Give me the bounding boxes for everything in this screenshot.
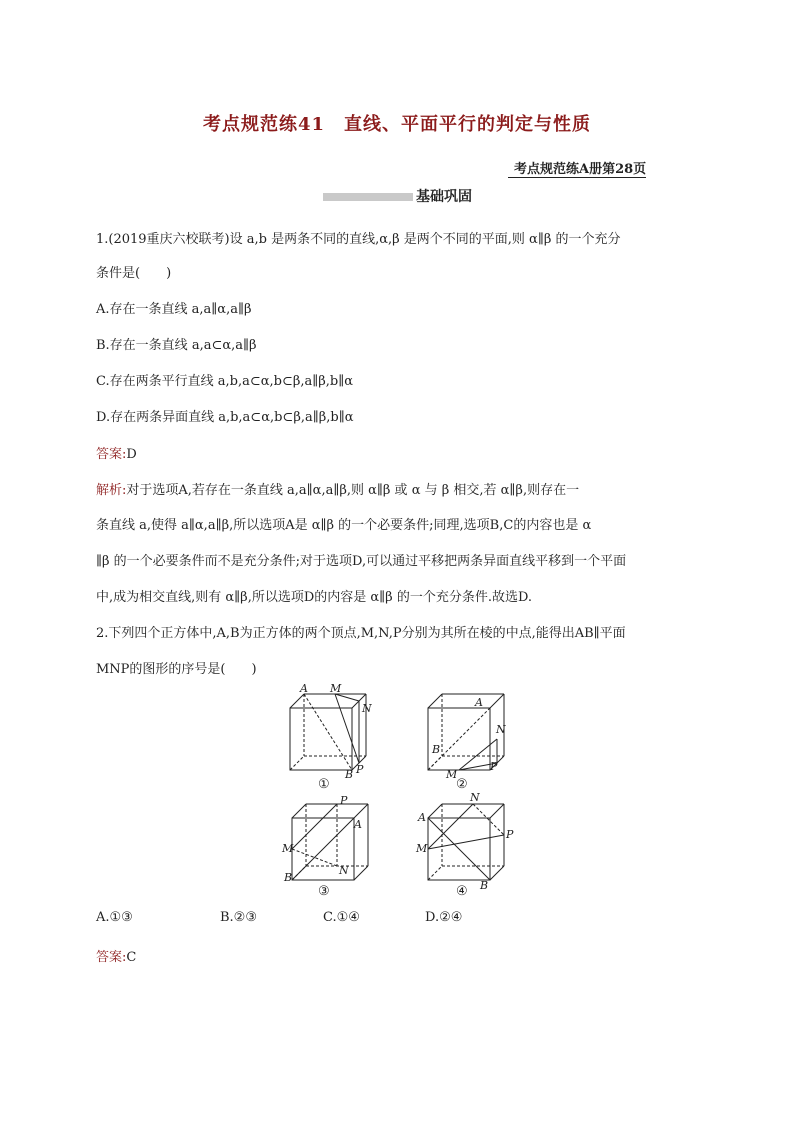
q1-analysis-line2: 条直线 a,使得 a∥α,a∥β,所以选项A是 α∥β 的一个必要条件;同理,选项B,C的内容也是 α xyxy=(96,518,592,533)
fig3-label-m: M xyxy=(282,842,294,855)
fig3-label-b: B xyxy=(284,871,293,884)
section-bar xyxy=(323,193,413,201)
cube-figure-2 xyxy=(428,694,504,770)
fig4-label-m: M xyxy=(416,842,428,855)
q1-analysis-line1 xyxy=(96,479,579,498)
q1-answer xyxy=(96,443,137,462)
fig4-label-b: B xyxy=(480,879,489,892)
q2-answer-value: C xyxy=(126,950,137,965)
cube-figure-3 xyxy=(292,804,368,880)
q1-option-a: A.存在一条直线 a,a∥α,a∥β xyxy=(96,302,252,317)
q1-answer-value: D xyxy=(126,447,137,462)
q2-stem-line1: 2.下列四个正方体中,A,B为正方体的两个顶点,M,N,P分别为其所在棱的中点,能得出AB∥平面 xyxy=(96,626,626,641)
q1-analysis-text1: 对于选项A,若存在一条直线 a,a∥α,a∥β,则 α∥β 或 α 与 β 相交,若 α∥β,则存在一 xyxy=(126,483,580,498)
workbook-page-reference: 考点规范练A册第28页 xyxy=(508,158,646,178)
q1-option-d: D.存在两条异面直线 a,b,a⊂α,b⊂β,a∥β,b∥α xyxy=(96,410,354,425)
fig1-number: ① xyxy=(318,777,330,792)
q1-stem-line2: 条件是( ) xyxy=(96,266,172,281)
q2-option-d: D.②④ xyxy=(425,910,463,925)
q1-option-b: B.存在一条直线 a,a⊂α,a∥β xyxy=(96,338,257,353)
q2-answer xyxy=(96,946,136,965)
fig4-label-n: N xyxy=(470,791,480,804)
fig3-label-p: P xyxy=(340,794,348,807)
q1-answer-label: 答案: xyxy=(96,447,127,462)
section-label: 基础巩固 xyxy=(416,189,472,205)
fig1-label-a: A xyxy=(300,682,308,695)
fig4-number: ④ xyxy=(456,884,468,899)
fig2-label-p: P xyxy=(490,760,498,773)
q2-option-a: A.①③ xyxy=(96,910,133,925)
q1-analysis-label: 解析: xyxy=(96,483,127,498)
fig3-label-a: A xyxy=(354,818,362,831)
fig2-label-n: N xyxy=(496,723,506,736)
q2-option-c: C.①④ xyxy=(323,910,360,925)
cube-figures xyxy=(270,680,540,900)
cube-figure-1 xyxy=(290,694,366,770)
fig1-label-p: P xyxy=(356,763,364,776)
fig2-number: ② xyxy=(456,777,468,792)
q2-answer-label: 答案: xyxy=(96,950,127,965)
fig4-label-p: P xyxy=(506,828,514,841)
page-title: 考点规范练41 直线、平面平行的判定与性质 xyxy=(202,114,592,135)
fig3-number: ③ xyxy=(318,884,330,899)
q2-option-b: B.②③ xyxy=(220,910,257,925)
fig4-label-a: A xyxy=(418,811,426,824)
fig2-label-a: A xyxy=(475,696,483,709)
cube-figure-4 xyxy=(428,804,504,880)
fig2-label-b: B xyxy=(432,743,441,756)
q1-option-c: C.存在两条平行直线 a,b,a⊂α,b⊂β,a∥β,b∥α xyxy=(96,374,354,389)
q1-stem-line1: 1.(2019重庆六校联考)设 a,b 是两条不同的直线,α,β 是两个不同的平面,则 α∥β 的一个充分 xyxy=(96,232,621,247)
fig3-label-n: N xyxy=(339,864,349,877)
fig1-label-m: M xyxy=(330,682,342,695)
q1-analysis-line3: ∥β 的一个必要条件而不是充分条件;对于选项D,可以通过平移把两条异面直线平移到一个平面 xyxy=(96,554,627,569)
q1-analysis-line4: 中,成为相交直线,则有 α∥β,所以选项D的内容是 α∥β 的一个充分条件.故选D. xyxy=(96,590,533,605)
fig1-label-b: B xyxy=(345,768,354,781)
q2-stem-line2: MNP的图形的序号是( ) xyxy=(96,662,257,677)
fig1-label-n: N xyxy=(362,702,372,715)
fig2-label-m: M xyxy=(446,768,458,781)
